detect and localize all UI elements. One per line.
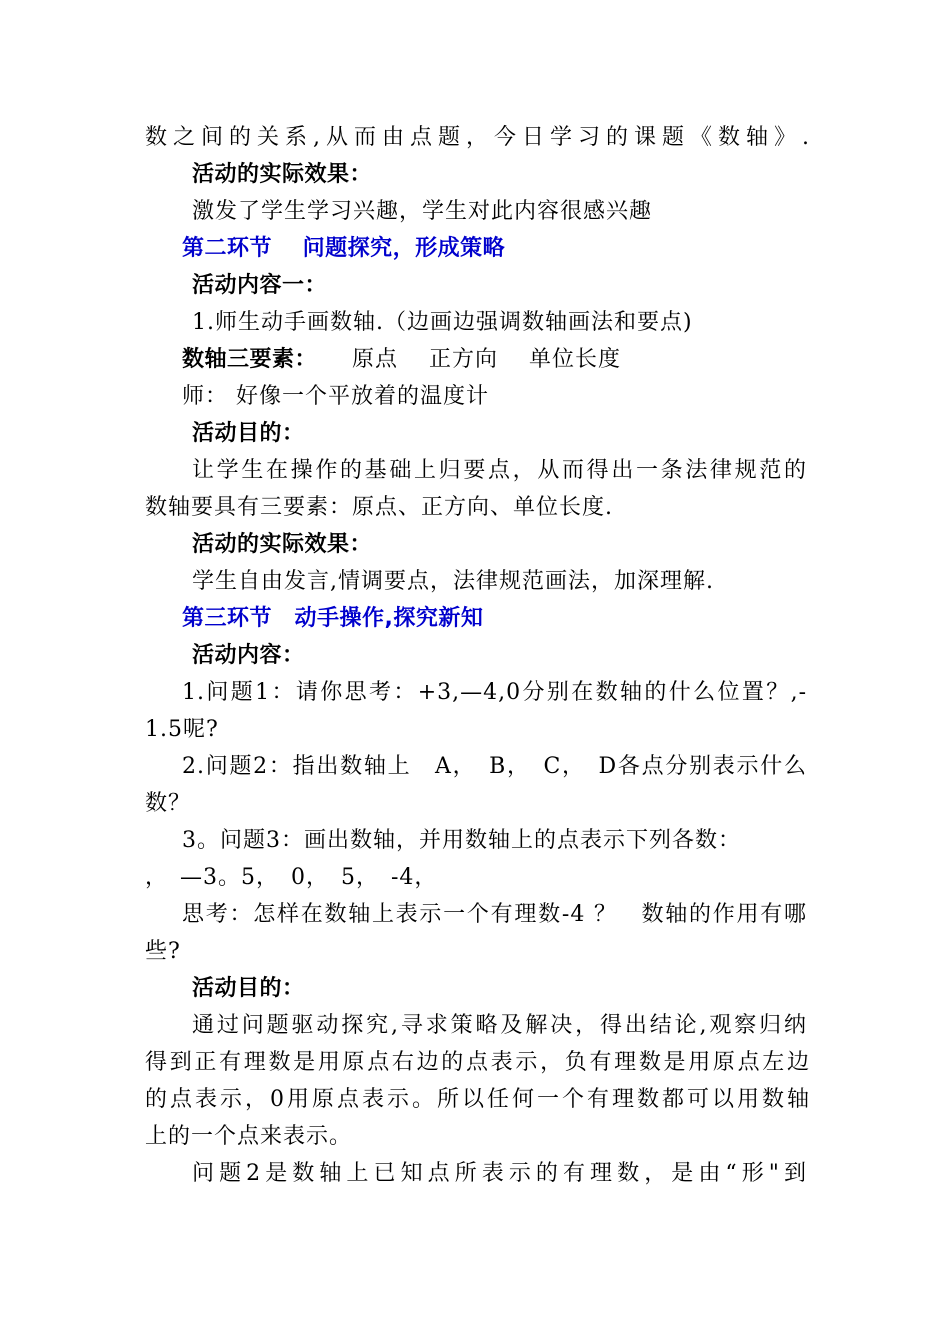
body-text-line: 2.问题2：指出数轴上 A， B， C， D各点分别表示什么 bbox=[182, 754, 807, 779]
body-text-line: 师： 好像一个平放着的温度计 bbox=[182, 384, 489, 409]
body-text-line: 思考：怎样在数轴上表示一个有理数-4 ？ 数轴的作用有哪 bbox=[182, 902, 807, 927]
body-text-line: 些? bbox=[145, 939, 181, 964]
body-text-line: 数之间的关系,从而由点题，今日学习的课题《数轴》. bbox=[145, 125, 810, 150]
body-text-line: 数轴要具有三要素：原点、正方向、单位长度. bbox=[145, 495, 613, 520]
body-text-line: 数？ bbox=[145, 791, 192, 816]
body-text-line: 问题2是数轴上已知点所表示的有理数，是由“形"到 bbox=[192, 1161, 807, 1186]
body-text-line: 通过问题驱动探究,寻求策略及解决，得出结论,观察归纳 bbox=[192, 1013, 807, 1038]
body-text-line: 1.师生动手画数轴.（边画边强调数轴画法和要点) bbox=[192, 310, 693, 335]
section-heading: 第二环节 问题探究，形成策略 bbox=[182, 236, 506, 261]
body-text-line: 学生自由发言,情调要点，法律规范画法，加深理解. bbox=[192, 569, 714, 594]
body-text-line: 让学生在操作的基础上归要点，从而得出一条法律规范的 bbox=[192, 458, 807, 483]
section-heading: 第三环节 动手操作,探究新知 bbox=[182, 606, 484, 631]
subheading: 活动内容一： bbox=[192, 273, 328, 298]
body-text-line: 上的一个点来表示。 bbox=[145, 1124, 353, 1149]
body-text-line: 1.问题1：请你思考：+3,—4,0分别在数轴的什么位置？,- bbox=[182, 680, 807, 705]
subheading: 活动目的： bbox=[192, 421, 305, 446]
subheading: 活动的实际效果： bbox=[192, 532, 373, 557]
body-text-line: ， —3。5， 0， 5， -4， bbox=[145, 865, 438, 890]
subheading: 数轴三要素： bbox=[182, 347, 318, 372]
subheading: 活动内容： bbox=[192, 643, 305, 668]
body-text-line: 激发了学生学习兴趣，学生对此内容很感兴趣 bbox=[192, 199, 653, 224]
body-text-line: 1.5呢? bbox=[145, 717, 219, 742]
subheading: 活动目的： bbox=[192, 976, 305, 1001]
body-text-line: 的点表示，0用原点表示。所以任何一个有理数都可以用数轴 bbox=[145, 1087, 810, 1112]
body-text-line: 3。问题3：画出数轴，并用数轴上的点表示下列各数： bbox=[182, 828, 741, 853]
body-text-line: 得到正有理数是用原点右边的点表示，负有理数是用原点左边 bbox=[145, 1050, 810, 1075]
body-text-line: 原点 正方向 单位长度 bbox=[352, 347, 621, 372]
subheading: 活动的实际效果： bbox=[192, 162, 373, 187]
